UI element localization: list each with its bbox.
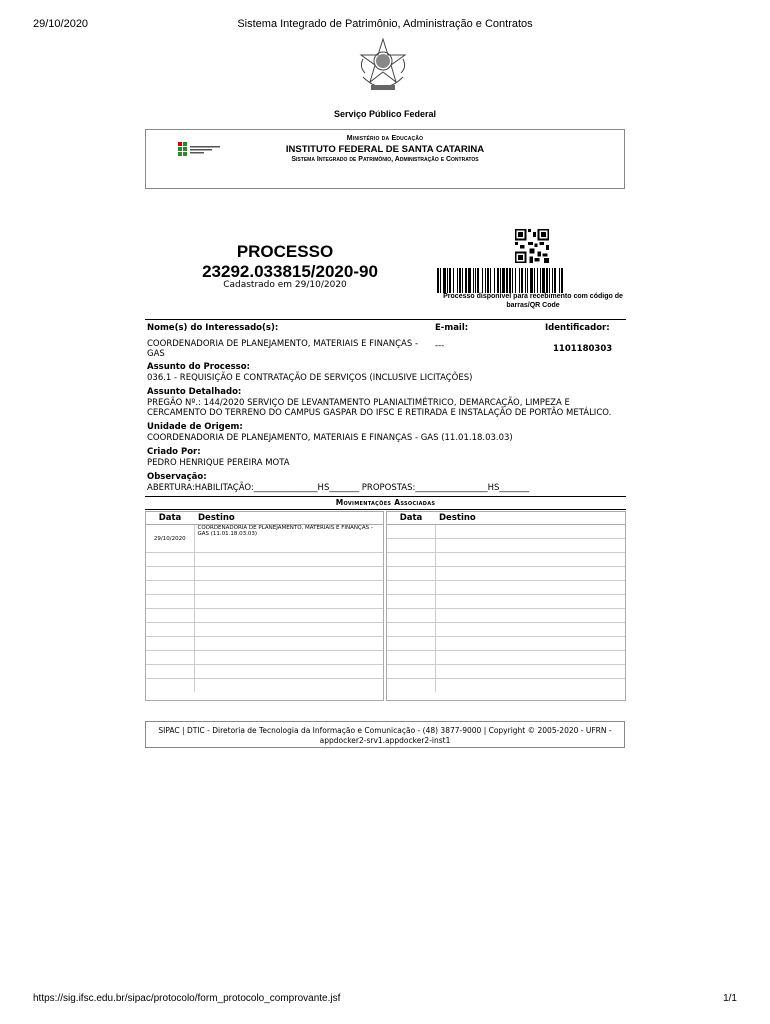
cell-destino: [435, 637, 625, 651]
system-footer: SIPAC | DTIC - Diretoria de Tecnologia da Informação e Comunicação - (48) 3877-9000 | Copyright © 2005-2020 - UFRN - appdocker2-srv1.appdocker2-inst1: [145, 721, 625, 748]
table-row: [146, 623, 383, 637]
interessado-identificador: 1101180303: [553, 344, 613, 354]
cell-destino: [435, 651, 625, 665]
col-destino: Destino: [194, 512, 383, 525]
observacao-label: Observação:: [147, 472, 207, 482]
divider: [145, 496, 626, 497]
cell-destino: [435, 623, 625, 637]
barcode-icon: [437, 268, 624, 293]
qr-code-icon: [515, 229, 549, 263]
assunto-detalhado-label: Assunto Detalhado:: [147, 387, 242, 397]
print-date: 29/10/2020: [33, 18, 89, 30]
cell-data: [387, 539, 435, 553]
table-row: [387, 665, 625, 679]
table-row: [146, 609, 383, 623]
cell-data: [146, 679, 194, 693]
servico-publico-federal: Serviço Público Federal: [333, 109, 437, 119]
print-page-number: 1/1: [723, 993, 737, 1004]
print-page-title: Sistema Integrado de Patrimônio, Administração e Contratos: [237, 18, 533, 30]
cell-destino: [435, 539, 625, 553]
assunto-label: Assunto do Processo:: [147, 362, 250, 372]
cell-data: [387, 651, 435, 665]
table-row: [146, 665, 383, 679]
cell-data: [387, 623, 435, 637]
cell-destino: [194, 651, 383, 665]
table-row: [387, 609, 625, 623]
table-row: [387, 637, 625, 651]
criado-por-valor: PEDRO HENRIQUE PEREIRA MOTA: [147, 458, 290, 468]
ministerio-label: Ministério da Educação: [346, 135, 424, 142]
unidade-origem-valor: COORDENADORIA DE PLANEJAMENTO, MATERIAIS E FINANÇAS - GAS (11.01.18.03.03): [147, 433, 513, 443]
table-row: [387, 651, 625, 665]
cell-data: 29/10/2020: [146, 525, 194, 553]
col-data: Data: [387, 512, 435, 525]
cell-destino: COORDENADORIA DE PLANEJAMENTO, MATERIAIS E FINANÇAS - GAS (11.01.18.03.03): [194, 525, 383, 553]
barcode-note: Processo disponível para recebimento com código de barras/QR Code: [443, 293, 623, 309]
cell-data: [146, 637, 194, 651]
cell-data: [146, 609, 194, 623]
processo-cadastrado: Cadastrado em 29/10/2020: [223, 280, 347, 290]
cell-destino: [194, 665, 383, 679]
interessado-nome: COORDENADORIA DE PLANEJAMENTO, MATERIAIS E FINANÇAS - GAS: [147, 339, 419, 359]
cell-data: [387, 525, 435, 539]
cell-data: [146, 595, 194, 609]
cell-data: [146, 553, 194, 567]
cell-destino: [435, 665, 625, 679]
cell-destino: [194, 679, 383, 693]
cell-data: [146, 623, 194, 637]
table-row: [387, 539, 625, 553]
cell-data: [387, 609, 435, 623]
assunto-valor: 036.1 - REQUISIÇÃO E CONTRATAÇÃO DE SERVIÇOS (INCLUSIVE LICITAÇÕES): [147, 373, 473, 383]
processo-label: PROCESSO: [236, 242, 334, 261]
interessado-email: ---: [435, 341, 445, 351]
cell-destino: [435, 679, 625, 693]
cell-destino: [435, 581, 625, 595]
cell-destino: [194, 637, 383, 651]
col-data: Data: [146, 512, 194, 525]
cell-data: [387, 567, 435, 581]
cell-destino: [194, 595, 383, 609]
movimentacoes-title: Movimentações Associadas: [335, 498, 436, 507]
table-row: [146, 553, 383, 567]
table-row: [387, 567, 625, 581]
divider: [145, 319, 626, 320]
cell-data: [387, 679, 435, 693]
observacao-valor: ABERTURA:HABILITAÇÃO:_______________HS_______ PROPOSTAS:_________________HS_______: [147, 483, 530, 493]
coat-of-arms-icon: [355, 37, 411, 97]
criado-por-label: Criado Por:: [147, 447, 201, 457]
table-row: [387, 679, 625, 693]
cell-destino: [194, 553, 383, 567]
col-destino: Destino: [435, 512, 625, 525]
table-row: [387, 581, 625, 595]
cell-destino: [194, 623, 383, 637]
interessados-label: Nome(s) do Interessado(s):: [147, 323, 279, 333]
table-row: [146, 637, 383, 651]
email-label: E-mail:: [435, 323, 469, 333]
divider: [145, 509, 626, 510]
assunto-detalhado-valor: PREGÃO Nº.: 144/2020 SERVIÇO DE LEVANTAMENTO PLANIALTIMÉTRICO, DEMARCAÇÃO, LIMPEZA E CERCAMENTO DO TERRENO DO CAMPUS GASPAR DO IFSC E RETIRADA E INSTALAÇÃO DE PORTÃO METÁLICO.: [147, 398, 612, 418]
movimentacoes-table-left: [145, 511, 384, 701]
table-row: [146, 595, 383, 609]
cell-data: [387, 595, 435, 609]
instituto-label: INSTITUTO FEDERAL DE SANTA CATARINA: [285, 144, 485, 155]
cell-data: [387, 665, 435, 679]
unidade-origem-label: Unidade de Origem:: [147, 422, 243, 432]
cell-destino: [435, 567, 625, 581]
table-row: [387, 525, 625, 539]
institution-header: [145, 129, 625, 189]
table-row: [146, 525, 383, 553]
cell-destino: [435, 553, 625, 567]
cell-data: [387, 581, 435, 595]
cell-destino: [194, 567, 383, 581]
table-row: [387, 595, 625, 609]
table-row: [146, 567, 383, 581]
cell-destino: [435, 609, 625, 623]
processo-numero: 23292.033815/2020-90: [202, 262, 378, 281]
cell-destino: [194, 581, 383, 595]
table-row: [387, 553, 625, 567]
cell-data: [146, 581, 194, 595]
cell-destino: [435, 525, 625, 539]
cell-destino: [435, 595, 625, 609]
table-row: [146, 581, 383, 595]
identificador-label: Identificador:: [545, 323, 610, 333]
cell-destino: [194, 609, 383, 623]
sistema-label: Sistema Integrado de Patrimônio, Administração e Contratos: [291, 156, 479, 163]
table-row: [387, 623, 625, 637]
cell-data: [146, 665, 194, 679]
table-row: [146, 651, 383, 665]
cell-data: [387, 553, 435, 567]
cell-data: [146, 651, 194, 665]
cell-data: [387, 637, 435, 651]
movimentacoes-table-right: [386, 511, 626, 701]
table-row: [146, 679, 383, 693]
print-url: https://sig.ifsc.edu.br/sipac/protocolo/form_protocolo_comprovante.jsf: [33, 993, 341, 1004]
cell-data: [146, 567, 194, 581]
